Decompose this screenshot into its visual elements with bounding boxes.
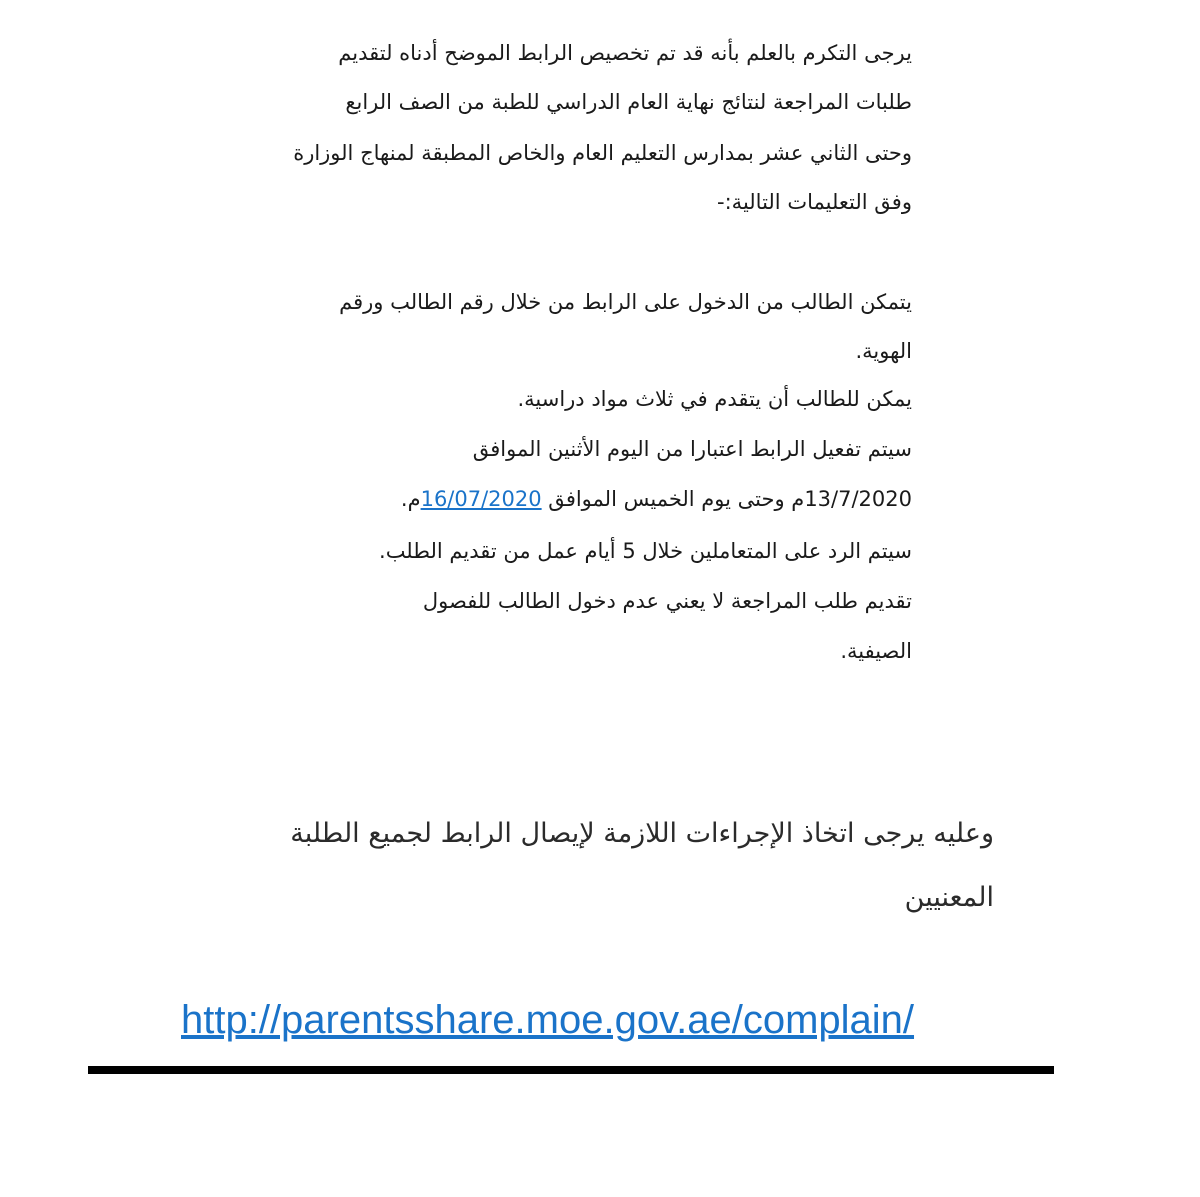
intro-line-3: وحتى الثاني عشر بمدارس التعليم العام والخاص المطبقة لمنهاج الوزارة	[293, 141, 912, 165]
instruction-line-2: الهوية.	[855, 339, 912, 363]
intro-line-4: وفق التعليمات التالية:-	[717, 190, 912, 214]
complaint-link[interactable]: http://parentsshare.moe.gov.ae/complain/	[181, 998, 915, 1042]
horizontal-divider	[88, 1066, 1054, 1074]
instruction-line-4: سيتم تفعيل الرابط اعتبارا من اليوم الأثنين الموافق	[472, 437, 912, 461]
instruction-line-3: يمكن للطالب أن يتقدم في ثلاث مواد دراسية.	[517, 387, 912, 411]
intro-line-2: طلبات المراجعة لنتائج نهاية العام الدراسي للطبة من الصف الرابع	[345, 90, 912, 114]
start-date-text: 13/7/2020م وحتى يوم الخميس الموافق	[541, 487, 912, 511]
instruction-line-5	[401, 484, 912, 514]
date-suffix: م.	[400, 487, 421, 511]
end-date-link[interactable]: 16/07/2020	[420, 487, 542, 511]
instruction-line-6: سيتم الرد على المتعاملين خلال 5 أيام عمل من تقديم الطلب.	[379, 539, 912, 563]
instruction-line-1: يتمكن الطالب من الدخول على الرابط من خلال رقم الطالب ورقم	[339, 290, 912, 314]
closing-line-1: وعليه يرجى اتخاذ الإجراءات اللازمة لإيصال الرابط لجميع الطلبة	[290, 818, 994, 849]
intro-line-1: يرجى التكرم بالعلم بأنه قد تم تخصيص الرابط الموضح أدناه لتقديم	[338, 41, 912, 65]
closing-line-2: المعنيين	[904, 882, 994, 913]
instruction-line-7: تقديم طلب المراجعة لا يعني عدم دخول الطالب للفصول	[422, 589, 912, 613]
instruction-line-8: الصيفية.	[840, 639, 912, 663]
